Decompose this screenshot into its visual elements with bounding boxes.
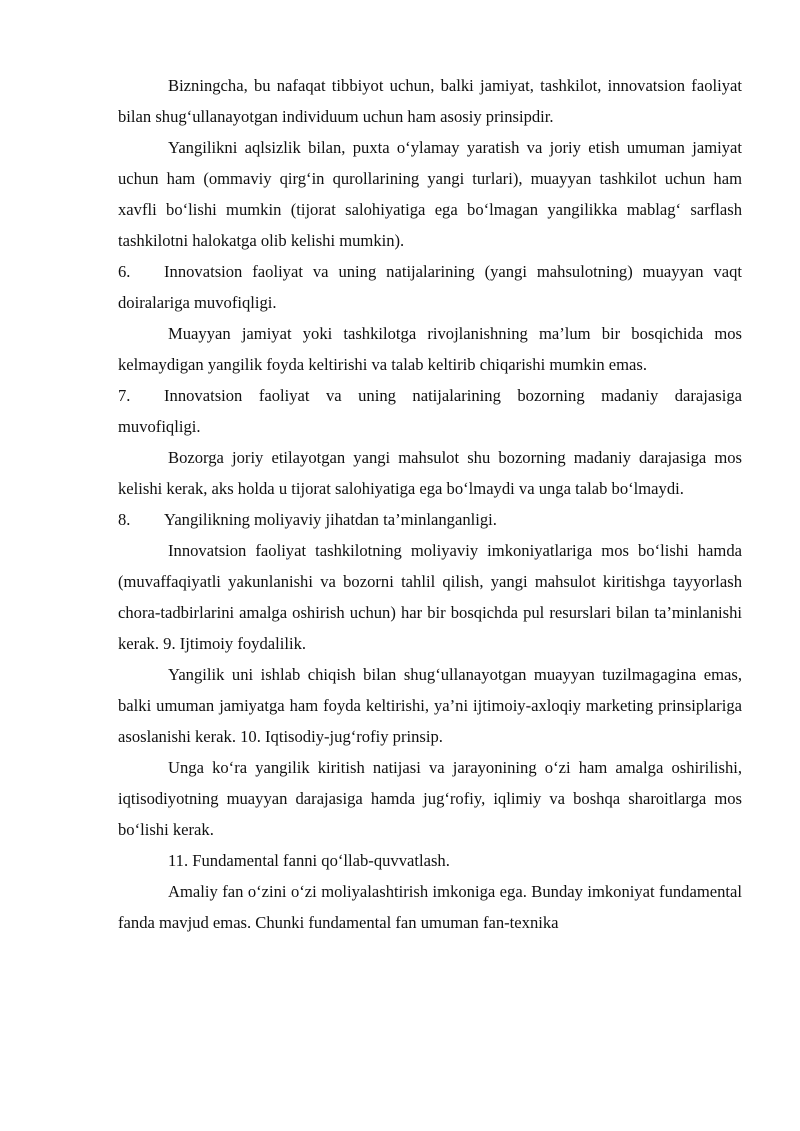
paragraph: Unga ko‘ra yangilik kiritish natijasi va jarayonining o‘zi ham amalga oshirilishi, iqtisodiyotning muayyan darajasiga hamda jug‘rofiy, iqlimiy va boshqa sharoitlarga mos bo‘lishi kerak. xyxy=(118,758,742,839)
numbered-heading xyxy=(118,504,742,535)
item-text: Innovatsion faoliyat va uning natijalarining bozorning madaniy darajasiga muvofiqligi. xyxy=(118,386,742,436)
paragraph: Yangilik uni ishlab chiqish bilan shug‘ullanayotgan muayyan tuzilmagagina emas, balki umuman jamiyatga ham foyda keltirishi, ya’ni ijtimoiy-axloqiy marketing prinsiplariga asoslanishi kerak. 10. Iqtisodiy-jug‘rofiy prinsip. xyxy=(118,665,742,746)
paragraph: Yangilikni aqlsizlik bilan, puxta o‘ylamay yaratish va joriy etish umuman jamiyat uchun ham (ommaviy qirg‘in qurollarining yangi turlari), muayyan tashkilot uchun ham xavfli bo‘lishi mumkin (tijorat salohiyatiga ega bo‘lmagan yangilikka mablag‘ sarflash tashkilotni halokatga olib kelishi mumkin). xyxy=(118,138,742,250)
item-text: Yangilikning moliyaviy jihatdan ta’minlanganligi. xyxy=(164,510,497,529)
paragraph: Bizningcha, bu nafaqat tibbiyot uchun, balki jamiyat, tashkilot, innovatsion faoliyat bilan shug‘ullanayotgan individuum uchun ham asosiy prinsipdir. xyxy=(118,76,742,126)
paragraph: Amaliy fan o‘zini o‘zi moliyalashtirish imkoniga ega. Bunday imkoniyat fundamental fanda mavjud emas. Chunki fundamental fan umuman fan-texnika xyxy=(118,882,742,932)
paragraph: Muayyan jamiyat yoki tashkilotga rivojlanishning ma’lum bir bosqichida mos kelmaydigan yangilik foyda keltirishi va talab keltirib chiqarishi mumkin emas. xyxy=(118,324,742,374)
numbered-heading xyxy=(118,256,742,318)
document-page xyxy=(118,70,742,938)
item-number: 8. xyxy=(118,510,131,529)
paragraph: Innovatsion faoliyat tashkilotning moliyaviy imkoniyatlariga mos bo‘lishi hamda (muvaffaqiyatli yakunlanishi va bozorni tahlil qilish, yangi mahsulot kiritishga tayyorlash chora-tadbirlarini amalga oshirish uchun) har bir bosqichda pul resurslari bilan ta’minlanishi kerak. 9. Ijtimoiy foydalilik. xyxy=(118,541,742,653)
numbered-heading xyxy=(118,380,742,442)
paragraph: 11. Fundamental fanni qo‘llab-quvvatlash. xyxy=(168,851,450,870)
item-number: 7. xyxy=(118,386,131,405)
item-text: Innovatsion faoliyat va uning natijalarining (yangi mahsulotning) muayyan vaqt doiralariga muvofiqligi. xyxy=(118,262,742,312)
paragraph: Bozorga joriy etilayotgan yangi mahsulot shu bozorning madaniy darajasiga mos kelishi kerak, aks holda u tijorat salohiyatiga ega bo‘lmaydi va unga talab bo‘lmaydi. xyxy=(118,448,742,498)
item-number: 6. xyxy=(118,262,131,281)
